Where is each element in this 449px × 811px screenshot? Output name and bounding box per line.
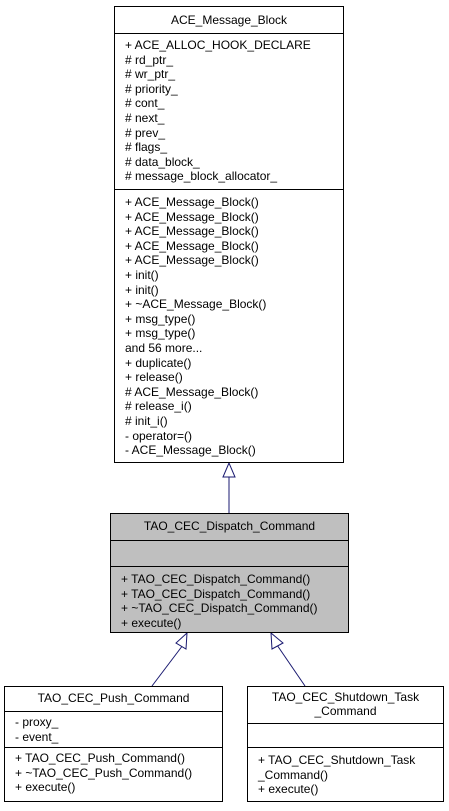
attribute: # next_	[125, 110, 165, 125]
operation: + init()	[125, 282, 159, 297]
edge-arrowhead-dispatch-right	[271, 633, 283, 649]
attribute: + ACE_ALLOC_HOOK_DECLARE	[125, 38, 311, 52]
operations-section	[115, 189, 343, 462]
class-box-push-command	[4, 686, 223, 802]
attribute: # message_block_allocator_	[125, 169, 278, 184]
operation: + TAO_CEC_Dispatch_Command()	[121, 572, 311, 586]
attribute: # priority_	[125, 81, 178, 96]
operation: # release_i()	[125, 399, 192, 414]
operations-section	[248, 747, 443, 801]
operation: + ACE_Message_Block()	[125, 195, 259, 209]
operation: + ~TAO_CEC_Dispatch_Command()	[121, 601, 318, 616]
operation: + TAO_CEC_Push_Command()	[15, 751, 185, 765]
attribute: # rd_ptr_	[125, 52, 174, 67]
class-box-ace-message-block	[114, 6, 344, 463]
attribute: # flags_	[125, 140, 168, 155]
operation: # init_i()	[125, 413, 168, 428]
edge-push-to-dispatch	[152, 645, 183, 686]
attributes-section	[115, 33, 343, 189]
operation: + msg_type()	[125, 311, 196, 326]
class-title-line-2: _Command	[314, 704, 377, 718]
edge-shutdown-to-dispatch	[277, 645, 305, 686]
operation: + TAO_CEC_Shutdown_Task	[258, 753, 416, 767]
operation: + execute()	[15, 780, 76, 795]
attribute: - proxy_	[15, 715, 59, 729]
attribute: # data_block_	[125, 154, 200, 169]
operation: + ~TAO_CEC_Push_Command()	[15, 765, 193, 780]
class-title-line-1: TAO_CEC_Shutdown_Task	[271, 690, 420, 704]
operation: - ACE_Message_Block()	[125, 443, 256, 458]
attributes-section	[5, 711, 222, 747]
class-title: TAO_CEC_Push_Command	[37, 691, 190, 705]
operation: + TAO_CEC_Dispatch_Command()	[121, 586, 311, 601]
attribute: - event_	[15, 729, 59, 744]
operations-section	[111, 566, 348, 632]
attribute: # cont_	[125, 96, 165, 111]
operation: + ACE_Message_Block()	[125, 224, 259, 239]
attributes-section	[111, 540, 348, 566]
operation: + duplicate()	[125, 355, 192, 370]
operation: + execute()	[121, 615, 182, 630]
attributes-section	[248, 723, 443, 747]
edge-arrowhead-dispatch-left	[176, 633, 187, 649]
class-box-shutdown-task-command	[247, 686, 444, 802]
edge-arrowhead-base	[223, 463, 235, 477]
operation: + execute()	[258, 782, 319, 797]
attribute: # wr_ptr_	[125, 67, 176, 82]
more-operations-note: and 56 more...	[125, 340, 203, 355]
attribute: # prev_	[125, 125, 166, 140]
operation: + release()	[125, 370, 183, 385]
class-box-dispatch-command	[110, 513, 349, 633]
operation: + msg_type()	[125, 326, 196, 341]
operation: + ~ACE_Message_Block()	[125, 297, 267, 312]
operation: - operator=()	[125, 428, 193, 443]
class-title: ACE_Message_Block	[170, 13, 288, 27]
operation: + ACE_Message_Block()	[125, 209, 259, 224]
operations-section	[5, 747, 222, 801]
operation: + ACE_Message_Block()	[125, 253, 259, 268]
operation: + ACE_Message_Block()	[125, 238, 259, 253]
class-title	[248, 687, 443, 723]
operation: + init()	[125, 267, 159, 282]
class-title: TAO_CEC_Dispatch_Command	[143, 519, 316, 533]
operation: _Command()	[258, 767, 329, 782]
operation: # ACE_Message_Block()	[125, 384, 259, 399]
